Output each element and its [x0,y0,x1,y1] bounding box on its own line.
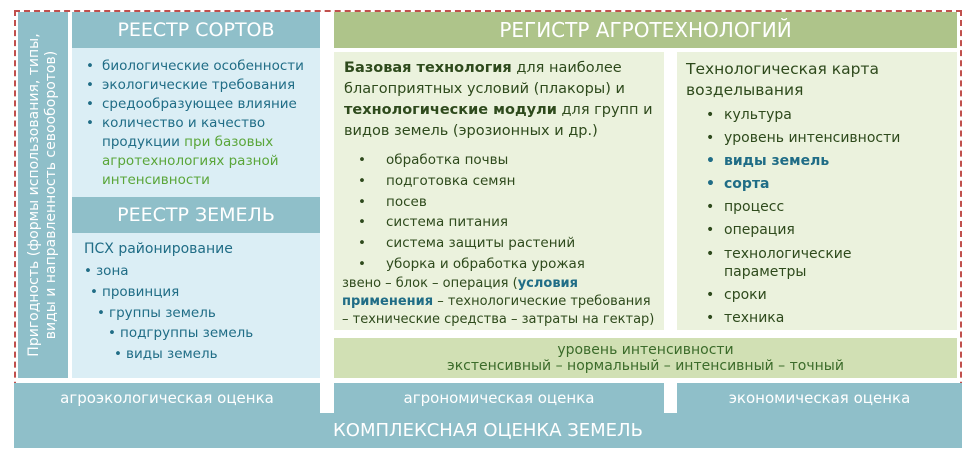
condition-b: применения [342,294,434,309]
base-technology-bold: Базовая технология [344,60,512,76]
list-item: • зона [96,261,253,282]
lands-header: РЕЕСТР ЗЕМЕЛЬ [72,197,320,233]
list-item: • уровень интенсивности [706,127,951,150]
green-note-c: интенсивности [102,172,210,188]
foot-c: – технические средства – затраты на гектар) [342,312,655,327]
list-item-text: количество и качество [102,115,266,131]
list-item: • операция [706,219,951,242]
intensity-line1: уровень интенсивности [557,342,734,358]
base-technology-text [344,58,660,142]
side-label-line2: виды и направленность севооборотов) [43,50,59,340]
list-item: • группы земель [109,303,253,324]
base-technology-line2: благоприятных условий (плакоры) и [344,81,625,97]
list-item: • культура [706,104,951,127]
economic-evaluation: экономическая оценка [677,383,962,413]
intensity-line2: экстенсивный – нормальный – интенсивный – точный [447,358,844,374]
list-item: • провинция [102,282,253,303]
base-technology-rest: для наиболее [511,60,622,76]
tech-map-list [706,104,951,330]
list-item: • экологические требования [86,76,316,95]
foot-a: звено – блок – операция ( [342,276,518,291]
list-item: • техника [706,307,951,330]
list-item: • подготовка семян [358,171,585,192]
agroecological-evaluation: агроэкологическая оценка [14,383,320,413]
list-item: • сроки [706,284,951,307]
technology-operations-list [358,150,585,275]
list-item: • биологические особенности [86,57,316,76]
list-item: • виды земель [126,344,253,365]
list-item: • система защиты растений [358,233,585,254]
side-label-panel [18,12,68,378]
varieties-list [86,57,316,190]
lands-subtitle: ПСХ районирование [84,241,233,257]
list-item: • обработка почвы [358,150,585,171]
list-item: • подгруппы земель [120,323,253,344]
list-item: • технологические параметры [706,242,894,284]
list-item: • процесс [706,196,951,219]
tech-map-title [686,59,951,101]
green-note-b: агротехнологиях разной [102,153,279,169]
lands-list [84,261,253,365]
list-item [86,114,316,190]
operation-chain-text [342,275,660,329]
intensity-box [334,338,957,378]
list-item-text-cont: продукции [102,134,180,150]
condition-a: условия [517,276,579,291]
base-technology-line4: видов земель (эрозионных и др.) [344,123,598,139]
list-item: • виды земель [706,150,951,173]
agrotech-header: РЕГИСТР АГРОТЕХНОЛОГИЙ [334,12,957,48]
list-item: • сорта [706,173,951,196]
list-item: • система питания [358,212,585,233]
modules-rest: для групп и [556,102,653,118]
tech-map-title-a: Технологическая карта [686,60,879,78]
varieties-header: РЕЕСТР СОРТОВ [72,12,320,48]
agronomic-evaluation: агрономическая оценка [334,383,664,413]
complex-land-evaluation: КОМПЛЕКСНАЯ ОЦЕНКА ЗЕМЕЛЬ [14,413,962,448]
list-item: • средообразующее влияние [86,95,316,114]
foot-b: – технологические требования [433,294,651,309]
tech-map-title-b: возделывания [686,81,804,99]
list-item: • посев [358,192,585,213]
list-item: • уборка и обработка урожая [358,254,585,275]
green-note-a: при базовых [184,134,274,150]
modules-bold: технологические модули [344,102,557,118]
side-label [26,15,60,375]
side-label-line1: Пригодность (формы использования, типы, [26,33,42,357]
